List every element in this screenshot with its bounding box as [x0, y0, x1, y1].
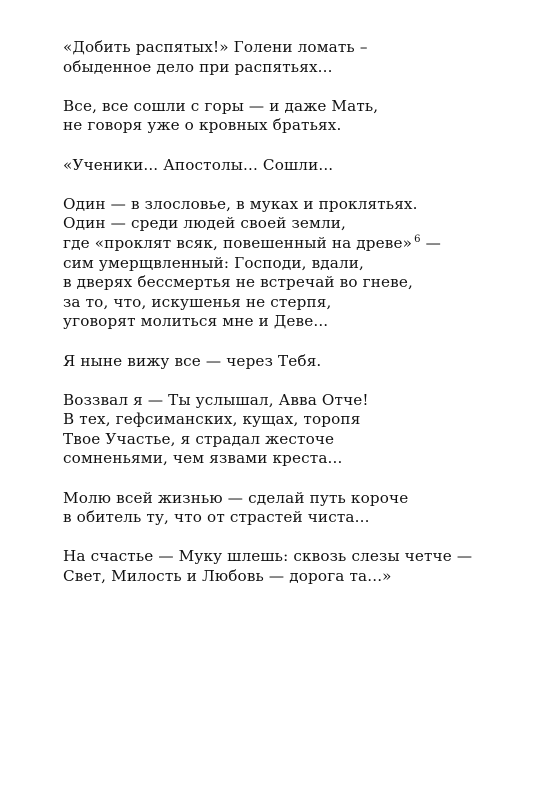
poem-line: В тех, гефсиманских, кущах, торопя — [63, 410, 361, 429]
poem-line: «Ученики... Апостолы... Сошли... — [63, 155, 334, 174]
stanza-6 — [63, 391, 523, 469]
poem-line: в обитель ту, что от страстей чиста... — [63, 508, 370, 527]
poem-line: «Добить распятых!» Голени ломать – — [63, 38, 368, 56]
poem-line: Один — в злословье, в муках и проклятьях. — [63, 194, 418, 213]
poem-line: Твое Участье, я страдал жесточе — [63, 429, 335, 448]
poem-line: сим умерщвленный: Господи, вдали, — [63, 253, 365, 272]
poem-line: сомненьями, чем язвами креста... — [63, 449, 343, 468]
stanza-2 — [63, 97, 523, 136]
poem-line: На счастье — Муку шлешь: сквозь слезы четче — — [63, 547, 473, 566]
stanza-3 — [63, 156, 523, 176]
poem-line: Все, все сошли с горы — и даже Мать, — [63, 96, 379, 115]
footnote-marker: 6 — [414, 233, 421, 245]
poem-line: обыденное дело при распятьях... — [63, 57, 333, 76]
poem-line: уговорят молиться мне и Деве... — [63, 312, 329, 331]
poem-text — [63, 38, 523, 606]
stanza-5 — [63, 352, 523, 372]
poem-line-text: где «проклят всяк, повешенный на древе» — [63, 233, 413, 252]
poem-line: Свет, Милость и Любовь — дорога та...» — [63, 567, 392, 586]
stanza-7 — [63, 489, 523, 528]
poem-line: Один — среди людей своей земли, — [63, 214, 347, 233]
stanza-1 — [63, 38, 523, 77]
poem-line-with-footnote — [63, 234, 523, 254]
poem-line: не говоря уже о кровных братьях. — [63, 116, 342, 135]
poem-line: Я ныне вижу все — через Тебя. — [63, 351, 322, 370]
stanza-8 — [63, 547, 523, 586]
poem-line: за то, что, искушенья не стерпя, — [63, 292, 332, 311]
stanza-4 — [63, 195, 523, 332]
poem-line: Молю всей жизнью — сделай путь короче — [63, 488, 409, 507]
poem-line: в дверях бессмертья не встречай во гневе, — [63, 273, 413, 292]
poem-line-tail: — — [420, 233, 441, 252]
poem-line: Воззвал я — Ты услышал, Авва Отче! — [63, 390, 369, 409]
